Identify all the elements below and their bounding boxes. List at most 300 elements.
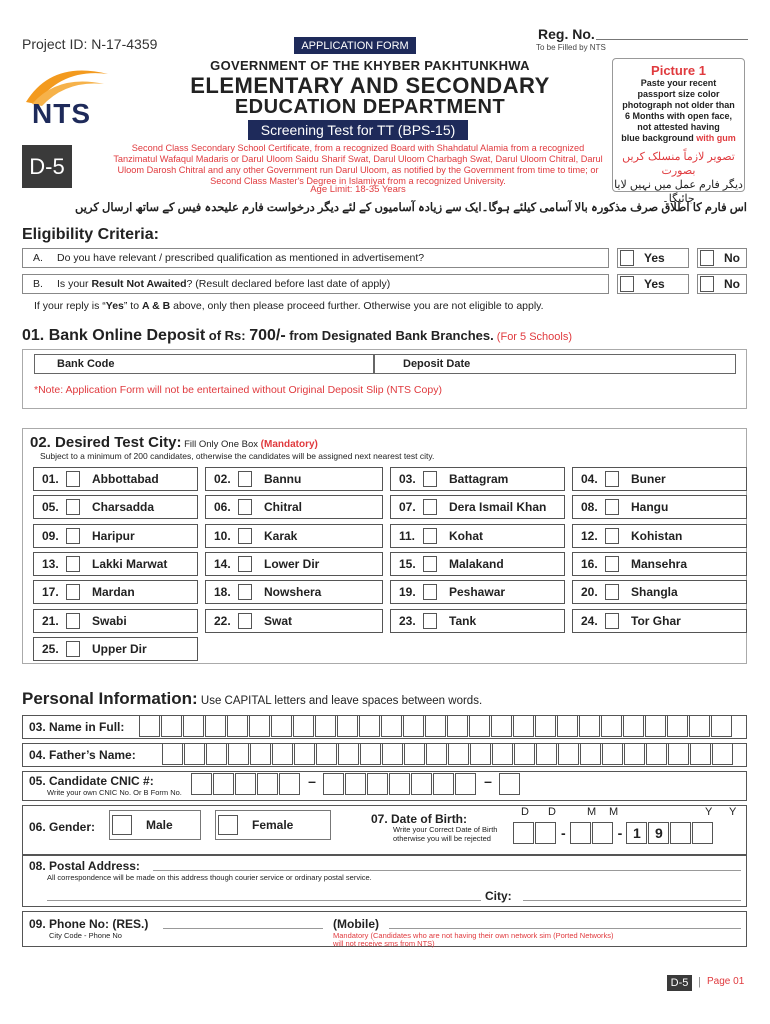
female-label: Female: [252, 818, 294, 832]
cnic-note: Write your own CNIC No. Or B Form No.: [47, 788, 182, 797]
dob-month-2[interactable]: [592, 822, 613, 844]
q-b-post: ? (Result declared before last date of apply): [186, 278, 391, 290]
city-option-number: 13.: [42, 556, 59, 571]
phone-input[interactable]: [163, 928, 323, 929]
eligibility-title: Eligibility Criteria:: [22, 226, 159, 243]
city-option-number: 11.: [399, 528, 416, 543]
father-char-box[interactable]: [536, 743, 557, 765]
city-option-checkbox[interactable]: [66, 584, 80, 600]
city-option-name: Mardan: [92, 585, 135, 600]
cnic-row: [22, 771, 747, 801]
city-option-name: Chitral: [264, 500, 303, 515]
personal-title: [22, 689, 482, 709]
cnic-char-box[interactable]: [389, 773, 410, 795]
city-option-number: 08.: [581, 500, 598, 515]
city-option-name: Karak: [264, 528, 298, 543]
city-option[interactable]: [33, 609, 198, 633]
city-option[interactable]: [205, 524, 383, 548]
dob-year-4[interactable]: [692, 822, 713, 844]
father-char-box[interactable]: [514, 743, 535, 765]
cnic-char-box[interactable]: [235, 773, 256, 795]
city-option-name: Battagram: [449, 472, 509, 486]
dob-y2-label: Y: [729, 806, 737, 818]
name-char-box[interactable]: [535, 715, 556, 737]
cnic-char-box[interactable]: [367, 773, 388, 795]
name-char-box[interactable]: [601, 715, 622, 737]
personal-title-main: Personal Information:: [22, 689, 198, 708]
phone-note: City Code - Phone No: [49, 931, 122, 940]
application-form-badge: [294, 37, 416, 54]
cnic-label: 05. Candidate CNIC #:: [29, 774, 154, 788]
city-option-number: 17.: [42, 585, 59, 600]
city-option-number: 14.: [214, 556, 231, 571]
city-option[interactable]: [390, 552, 565, 576]
mobile-note1: Mandatory (Candidates who are not having their own network sim (Ported Networks): [333, 931, 614, 940]
no-b-option[interactable]: [697, 274, 747, 294]
dob-day-1[interactable]: [513, 822, 534, 844]
mobile-input[interactable]: [389, 928, 741, 929]
note-yes: Yes: [105, 300, 124, 312]
city-option-name: Kohistan: [631, 528, 683, 543]
name-char-box[interactable]: [645, 715, 666, 737]
nts-logo-text: NTS: [32, 98, 91, 129]
eligibility-row-b: [22, 274, 609, 294]
city-option[interactable]: [572, 495, 747, 519]
dob-note1: Write your Correct Date of Birth: [393, 825, 498, 834]
name-char-box[interactable]: [381, 715, 402, 737]
cnic-char-box[interactable]: [455, 773, 476, 795]
gender-row: [22, 805, 747, 855]
name-char-box[interactable]: [359, 715, 380, 737]
city-option-name: Peshawar: [449, 585, 506, 600]
dob-year-1: 1: [626, 822, 647, 844]
bank-code-field[interactable]: [34, 354, 374, 374]
city-option-name: Upper Dir: [92, 641, 147, 656]
name-char-box[interactable]: [557, 715, 578, 737]
name-char-box[interactable]: [271, 715, 292, 737]
cnic-char-box[interactable]: [323, 773, 344, 795]
cnic-input[interactable]: [191, 773, 521, 798]
city-option-number: 19.: [399, 585, 416, 600]
dob-d1-label: D: [521, 806, 529, 818]
city-input[interactable]: [523, 900, 741, 901]
eligibility-note: [34, 300, 544, 312]
city-option-name: Mansehra: [631, 556, 688, 571]
name-row: [22, 715, 747, 739]
urdu-banner: اس فارم کا اطلاق صرف مذکورہ بالا آسامی کیلئے ہوگا۔ایک سے زیادہ آسامیوں کے لئے دیگر درخواست فارم علیحدہ فیس کے ساتھ ارسال کریں: [75, 202, 747, 214]
city-option-checkbox[interactable]: [605, 471, 619, 487]
city-option[interactable]: [572, 609, 747, 633]
city-option-number: 18.: [214, 585, 231, 600]
city-option[interactable]: [205, 495, 383, 519]
father-row: [22, 743, 747, 767]
picture-line6b: with gum: [696, 133, 736, 143]
city-option-checkbox[interactable]: [66, 528, 80, 544]
father-char-box[interactable]: [206, 743, 227, 765]
father-char-box[interactable]: [558, 743, 579, 765]
postal-label: 08. Postal Address:: [29, 859, 140, 873]
father-char-box[interactable]: [690, 743, 711, 765]
name-label: 03. Name in Full:: [29, 720, 125, 734]
city-mandatory: (Mandatory): [260, 439, 318, 450]
city-option[interactable]: [205, 552, 383, 576]
govt-title: GOVERNMENT OF THE KHYBER PAKHTUNKHWA: [210, 58, 530, 73]
postal-address-input[interactable]: [153, 870, 741, 871]
dob-m1-label: M: [587, 806, 597, 818]
city-option[interactable]: [390, 580, 565, 604]
no-a-option[interactable]: [697, 248, 747, 268]
father-char-box[interactable]: [360, 743, 381, 765]
city-option[interactable]: [390, 495, 565, 519]
city-option-checkbox[interactable]: [66, 499, 80, 515]
dob-note2: otherwise you will be rejected: [393, 834, 491, 843]
city-option-name: Kohat: [449, 528, 483, 543]
city-option[interactable]: [572, 580, 747, 604]
city-option-number: 01.: [42, 472, 59, 486]
dob-month-1[interactable]: [570, 822, 591, 844]
city-option-checkbox[interactable]: [238, 584, 252, 600]
city-option-number: 16.: [581, 556, 598, 571]
city-option-number: 10.: [214, 528, 231, 543]
footer-page: Page 01: [707, 976, 745, 987]
city-option-name: Tor Ghar: [631, 613, 681, 628]
city-option-checkbox[interactable]: [605, 528, 619, 544]
female-checkbox[interactable]: [218, 815, 238, 835]
gender-label: 06. Gender:: [29, 820, 96, 834]
father-char-box[interactable]: [404, 743, 425, 765]
city-option[interactable]: [33, 580, 198, 604]
application-form-label: APPLICATION FORM: [301, 39, 409, 52]
father-char-box[interactable]: [492, 743, 513, 765]
city-option-name: Lakki Marwat: [92, 556, 168, 571]
name-char-box[interactable]: [513, 715, 534, 737]
name-char-box[interactable]: [689, 715, 710, 737]
yes-b-option[interactable]: [617, 274, 689, 294]
city-option[interactable]: [33, 524, 198, 548]
yes-a-label: Yes: [644, 251, 665, 265]
project-id: Project ID: N-17-4359: [22, 36, 158, 52]
personal-subtitle: Use CAPITAL letters and leave spaces between words.: [197, 695, 483, 707]
yes-a-option[interactable]: [617, 248, 689, 268]
dept-title-line2: EDUCATION DEPARTMENT: [234, 96, 506, 118]
city-option-checkbox[interactable]: [238, 613, 252, 629]
city-option-checkbox[interactable]: [605, 584, 619, 600]
dob-dash-2: -: [617, 825, 623, 841]
picture-line6a: blue background: [621, 133, 697, 143]
reg-no-field[interactable]: [596, 38, 748, 40]
picture-line3: photograph not older than: [622, 100, 735, 110]
father-char-box[interactable]: [250, 743, 271, 765]
dob-y1-label: Y: [705, 806, 713, 818]
no-b-checkbox[interactable]: [700, 276, 714, 292]
nts-logo: [22, 62, 112, 132]
picture-urdu1: تصویر لازماً منسلک کریں بصورت: [622, 151, 735, 177]
city-option-checkbox[interactable]: [66, 641, 80, 657]
father-char-box[interactable]: [624, 743, 645, 765]
no-a-label: No: [724, 251, 740, 265]
city-option[interactable]: [572, 552, 747, 576]
name-char-box[interactable]: [161, 715, 182, 737]
city-subject: Subject to a minimum of 200 candidates, otherwise the candidates will be assigned next nearest test city.: [40, 451, 435, 461]
city-option-checkbox[interactable]: [423, 528, 437, 544]
city-option-number: 04.: [581, 472, 598, 486]
name-char-box[interactable]: [139, 715, 160, 737]
male-label: Male: [146, 818, 173, 832]
city-option-name: Nowshera: [264, 585, 322, 600]
name-char-box[interactable]: [227, 715, 248, 737]
dob-year-3[interactable]: [670, 822, 691, 844]
city-title-main: 02. Desired Test City:: [30, 434, 182, 451]
city-option-name: Lower Dir: [264, 556, 320, 571]
city-option-checkbox[interactable]: [605, 499, 619, 515]
yes-b-label: Yes: [644, 277, 665, 291]
name-char-box[interactable]: [425, 715, 446, 737]
city-option-number: 06.: [214, 500, 231, 515]
father-char-box[interactable]: [448, 743, 469, 765]
city-option-name: Haripur: [92, 528, 135, 543]
city-field-label: City:: [485, 889, 512, 903]
picture-line2: passport size color: [637, 89, 720, 99]
city-option-number: 09.: [42, 528, 59, 543]
reg-no-label: Reg. No.: [538, 26, 595, 42]
city-option-checkbox[interactable]: [423, 499, 437, 515]
city-option[interactable]: [572, 467, 747, 491]
city-option[interactable]: [390, 467, 565, 491]
city-option[interactable]: [33, 637, 198, 661]
father-char-box[interactable]: [426, 743, 447, 765]
city-option-number: 05.: [42, 500, 59, 515]
cnic-char-box[interactable]: [499, 773, 520, 795]
city-option-checkbox[interactable]: [605, 613, 619, 629]
picture-line5: not attested having: [637, 122, 720, 132]
father-char-box[interactable]: [294, 743, 315, 765]
dept-title-line1: ELEMENTARY AND SECONDARY: [190, 73, 550, 98]
city-option-name: Malakand: [449, 556, 504, 571]
note-ab: A & B: [141, 300, 171, 312]
name-char-box[interactable]: [491, 715, 512, 737]
name-input[interactable]: [139, 715, 733, 740]
city-option-name: Dera Ismail Khan: [449, 500, 547, 515]
father-char-box[interactable]: [184, 743, 205, 765]
name-char-box[interactable]: [249, 715, 270, 737]
picture-line4: 6 Months with open face,: [624, 111, 732, 121]
dob-input[interactable]: [513, 822, 714, 844]
city-option-name: Bannu: [264, 472, 302, 486]
cnic-dash: –: [308, 773, 316, 789]
form-code-box: [22, 145, 72, 188]
city-option-number: 12.: [581, 528, 598, 543]
dob-day-2[interactable]: [535, 822, 556, 844]
picture-title: Picture 1: [651, 63, 706, 78]
city-option-name: Charsadda: [92, 500, 155, 515]
form-code: D-5: [29, 153, 65, 179]
dob-dash-1: -: [561, 825, 566, 841]
city-option-number: 23.: [399, 613, 416, 628]
dob-d2-label: D: [548, 806, 556, 818]
dob-label: 07. Date of Birth:: [371, 812, 468, 826]
city-option[interactable]: [205, 609, 383, 633]
dob-m2-label: M: [609, 806, 619, 818]
bank-note: *Note: Application Form will not be entertained without Original Deposit Slip (NTS Copy): [34, 384, 442, 396]
city-option-checkbox[interactable]: [423, 556, 437, 572]
no-a-checkbox[interactable]: [700, 250, 714, 266]
father-char-box[interactable]: [646, 743, 667, 765]
name-char-box[interactable]: [623, 715, 644, 737]
city-option-name: Abbottabad: [92, 472, 159, 486]
name-char-box[interactable]: [293, 715, 314, 737]
father-char-box[interactable]: [338, 743, 359, 765]
footer-sep: |: [698, 976, 701, 988]
city-option-checkbox[interactable]: [423, 584, 437, 600]
city-option-checkbox[interactable]: [238, 556, 252, 572]
city-option-number: 07.: [399, 500, 416, 515]
name-char-box[interactable]: [183, 715, 204, 737]
name-char-box[interactable]: [711, 715, 732, 737]
bank-amount: 700/-: [249, 327, 286, 344]
city-option-checkbox[interactable]: [66, 613, 80, 629]
phone-section: [22, 911, 747, 947]
city-option-number: 02.: [214, 472, 231, 486]
bank-for-schools: (For 5 Schools): [493, 331, 572, 343]
q-b-pre: Is your: [57, 278, 92, 290]
postal-section: [22, 855, 747, 907]
father-label: 04. Father’s Name:: [29, 748, 136, 762]
cnic-char-box[interactable]: [411, 773, 432, 795]
father-char-box[interactable]: [602, 743, 623, 765]
city-option[interactable]: [390, 524, 565, 548]
age-limit: Age Limit: 18-35 Years: [310, 184, 406, 195]
q-a-label: A.: [33, 252, 43, 264]
father-name-input[interactable]: [162, 743, 734, 768]
reg-no-sub: To be Filled by NTS: [536, 43, 606, 52]
city-option[interactable]: [33, 495, 198, 519]
male-option[interactable]: [109, 810, 201, 840]
city-option-checkbox[interactable]: [66, 556, 80, 572]
cnic-char-box[interactable]: [433, 773, 454, 795]
city-option-number: 20.: [581, 585, 598, 600]
eligibility-row-a: [22, 248, 609, 268]
picture-line1: Paste your recent: [640, 78, 717, 88]
city-option[interactable]: [390, 609, 565, 633]
city-option-name: Hangu: [631, 500, 669, 515]
father-char-box[interactable]: [162, 743, 183, 765]
city-option-name: Tank: [449, 613, 477, 628]
picture-box[interactable]: [612, 58, 745, 205]
q-b-label: B.: [33, 278, 43, 290]
cnic-char-box[interactable]: [257, 773, 278, 795]
city-option-number: 24.: [581, 613, 598, 628]
city-option-number: 22.: [214, 613, 231, 628]
name-char-box[interactable]: [337, 715, 358, 737]
phone-label: 09. Phone No: (RES.): [29, 917, 149, 931]
cnic-char-box[interactable]: [345, 773, 366, 795]
mobile-label: (Mobile): [333, 917, 379, 931]
female-option[interactable]: [215, 810, 331, 840]
city-option-checkbox[interactable]: [238, 499, 252, 515]
father-char-box[interactable]: [580, 743, 601, 765]
city-option-name: Swabi: [92, 613, 127, 628]
bank-from: from Designated Bank Branches.: [285, 328, 494, 343]
city-option[interactable]: [572, 524, 747, 548]
city-option-checkbox[interactable]: [423, 471, 437, 487]
city-option-number: 15.: [399, 556, 416, 571]
father-char-box[interactable]: [470, 743, 491, 765]
footer-code: D-5: [670, 977, 689, 989]
yes-a-checkbox[interactable]: [620, 250, 634, 266]
city-option-checkbox[interactable]: [605, 556, 619, 572]
city-option-checkbox[interactable]: [238, 471, 252, 487]
city-option[interactable]: [205, 580, 383, 604]
cnic-char-box[interactable]: [191, 773, 212, 795]
city-option-name: Swat: [264, 613, 293, 628]
postal-note: All correspondence will be made on this address though courier service or ordinary postal service.: [47, 873, 372, 882]
cnic-char-box[interactable]: [279, 773, 300, 795]
name-char-box[interactable]: [447, 715, 468, 737]
city-option-name: Buner: [631, 472, 666, 486]
bank-title-main: 01. Bank Online Deposit: [22, 327, 206, 344]
name-char-box[interactable]: [469, 715, 490, 737]
deposit-date-field[interactable]: [374, 354, 736, 374]
city-option-checkbox[interactable]: [238, 528, 252, 544]
name-char-box[interactable]: [579, 715, 600, 737]
father-char-box[interactable]: [668, 743, 689, 765]
postal-address-line2[interactable]: [47, 900, 481, 901]
city-fill: Fill Only One Box: [181, 439, 261, 450]
city-option-checkbox[interactable]: [66, 471, 80, 487]
city-option-number: 03.: [399, 472, 416, 486]
male-checkbox[interactable]: [112, 815, 132, 835]
father-char-box[interactable]: [272, 743, 293, 765]
qualification-text: Second Class Secondary School Certificate, from a recognized Board with Shahdatul Alamia from a recognized Tanzimatul Wafaqul Madaris or Darul Uloom Saidu Sharif Swat, Darul Uloom Charbagh Swat, Darul Uloom Chitral, Darul Uloom Darosh Chitral and any other Government run Darul Uloom, as notified by the Government from time to time; or Second Class Master's Degree in Islamiyat from a recognized University.: [113, 143, 603, 186]
name-char-box[interactable]: [667, 715, 688, 737]
city-option[interactable]: [205, 467, 383, 491]
father-char-box[interactable]: [228, 743, 249, 765]
bank-code-label: Bank Code: [57, 358, 115, 370]
dob-year-2: 9: [648, 822, 669, 844]
father-char-box[interactable]: [712, 743, 733, 765]
cnic-dash: –: [484, 773, 492, 789]
screening-badge: [248, 120, 468, 140]
city-option[interactable]: [33, 467, 198, 491]
q-b-bold: Result Not Awaited: [91, 278, 187, 290]
name-char-box[interactable]: [205, 715, 226, 737]
note-post: above, only then please proceed further. Otherwise you are not eligible to apply.: [170, 300, 544, 312]
yes-b-checkbox[interactable]: [620, 276, 634, 292]
no-b-label: No: [724, 277, 740, 291]
name-char-box[interactable]: [403, 715, 424, 737]
city-option-name: Shangla: [631, 585, 678, 600]
city-option-number: 25.: [42, 641, 59, 656]
note-mid: ” to: [123, 300, 142, 312]
cnic-char-box[interactable]: [213, 773, 234, 795]
footer-code-box: [667, 975, 692, 991]
city-option[interactable]: [33, 552, 198, 576]
name-char-box[interactable]: [315, 715, 336, 737]
city-option-number: 21.: [42, 613, 59, 628]
father-char-box[interactable]: [382, 743, 403, 765]
city-title: [30, 434, 318, 452]
q-a-text: Do you have relevant / prescribed qualification as mentioned in advertisement?: [57, 252, 425, 264]
mobile-note2: will not receive sms from NTS): [333, 939, 435, 948]
note-pre: If your reply is “: [34, 300, 106, 312]
picture-urdu2: دیگر فارم عمل میں نہیں لایا جائیگا۔: [614, 179, 743, 205]
deposit-date-label: Deposit Date: [403, 358, 471, 370]
city-option-checkbox[interactable]: [423, 613, 437, 629]
bank-title: [22, 327, 572, 345]
bank-of-rs: of Rs:: [205, 328, 250, 343]
father-char-box[interactable]: [316, 743, 337, 765]
screening-title: Screening Test for TT (BPS-15): [260, 122, 456, 138]
